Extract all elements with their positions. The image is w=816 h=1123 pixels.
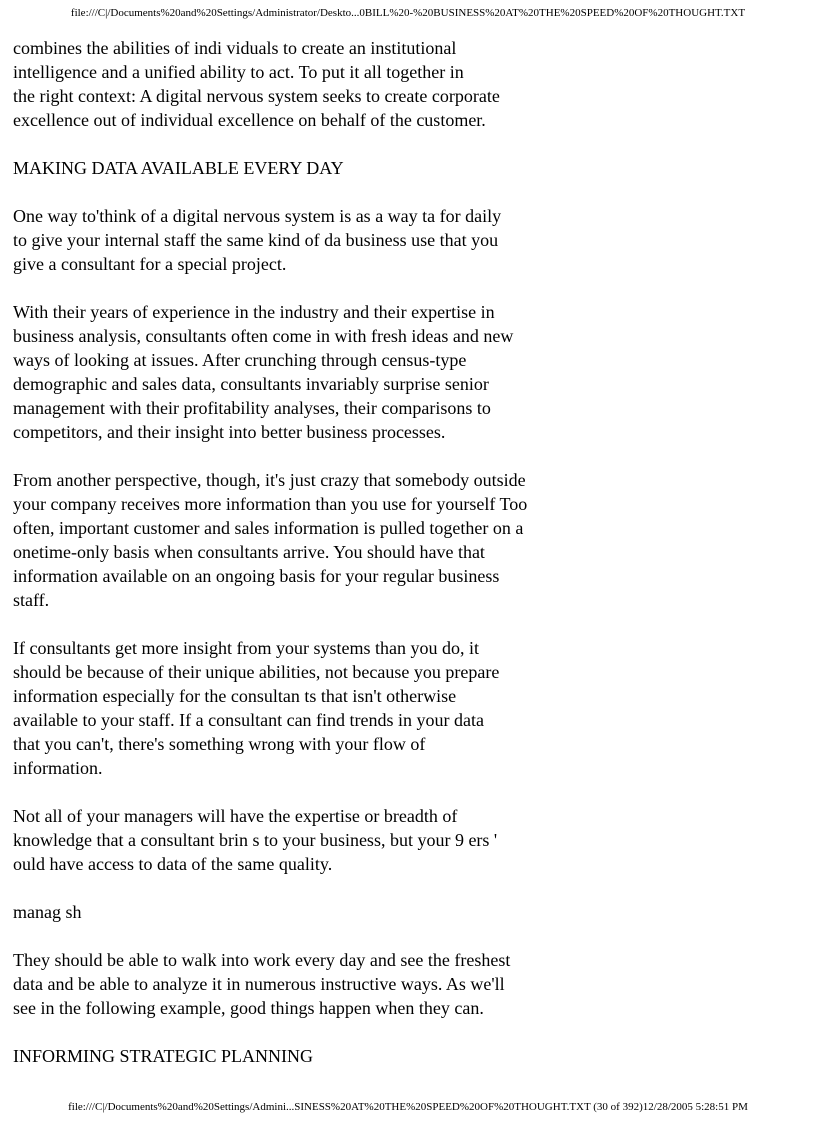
text-line: ways of looking at issues. After crunching through census-type xyxy=(13,350,467,370)
document-body xyxy=(13,36,573,1092)
text-line: staff. xyxy=(13,590,50,610)
text-line: information. xyxy=(13,758,103,778)
text-line: available to your staff. If a consultant can find trends in your data xyxy=(13,710,485,730)
text-line: onetime-only basis when consultants arrive. You should have that xyxy=(13,542,485,562)
paragraph xyxy=(13,36,573,132)
paragraph xyxy=(13,948,573,1020)
text-line: competitors, and their insight into better business processes. xyxy=(13,422,446,442)
page-header-path: file:///C|/Documents%20and%20Settings/Administrator/Deskto...0BILL%20-%20BUSINESS%20AT%20THE%20SPEED%20OF%20THOUGHT.TXT xyxy=(70,7,746,19)
text-line: Not all of your managers will have the expertise or breadth of xyxy=(13,806,458,826)
text-line: to give your internal staff the same kind of da business use that you xyxy=(13,230,499,250)
section-heading xyxy=(13,1044,573,1068)
paragraph xyxy=(13,636,573,780)
text-line: see in the following example, good things happen when they can. xyxy=(13,998,484,1018)
text-line: combines the abilities of indi viduals to create an institutional xyxy=(13,38,457,58)
text-line: excellence out of individual excellence on behalf of the customer. xyxy=(13,110,486,130)
paragraph xyxy=(13,900,573,924)
text-line: One way to'think of a digital nervous system is as a way ta for daily xyxy=(13,206,502,226)
paragraph xyxy=(13,468,573,612)
heading-text: MAKING DATA AVAILABLE EVERY DAY xyxy=(13,158,344,178)
text-line: manag sh xyxy=(13,902,82,922)
text-line: should be because of their unique abilities, not because you prepare xyxy=(13,662,500,682)
paragraph xyxy=(13,204,573,276)
text-line: give a consultant for a special project. xyxy=(13,254,287,274)
text-line: management with their profitability analyses, their comparisons to xyxy=(13,398,491,418)
text-line: demographic and sales data, consultants invariably surprise senior xyxy=(13,374,489,394)
text-line: From another perspective, though, it's just crazy that somebody outside xyxy=(13,470,526,490)
text-line: intelligence and a unified ability to act. To put it all together in xyxy=(13,62,464,82)
heading-text: INFORMING STRATEGIC PLANNING xyxy=(13,1046,314,1066)
text-line: They should be able to walk into work every day and see the freshest xyxy=(13,950,511,970)
text-line: With their years of experience in the industry and their expertise in xyxy=(13,302,495,322)
text-line: information especially for the consultan ts that isn't otherwise xyxy=(13,686,457,706)
text-line: your company receives more information than you use for yourself Too xyxy=(13,494,528,514)
text-line: knowledge that a consultant brin s to your business, but your 9 ers ' xyxy=(13,830,498,850)
text-line: that you can't, there's something wrong with your flow of xyxy=(13,734,426,754)
text-line: If consultants get more insight from your systems than you do, it xyxy=(13,638,479,658)
page-footer-path: file:///C|/Documents%20and%20Settings/Admini...SINESS%20AT%20THE%20SPEED%20OF%20THOUGHT.TXT (30 of 392)12/28/2005 5:28:51 PM xyxy=(68,1101,748,1113)
paragraph xyxy=(13,300,573,444)
text-line: often, important customer and sales information is pulled together on a xyxy=(13,518,524,538)
text-line: ould have access to data of the same quality. xyxy=(13,854,333,874)
section-heading xyxy=(13,156,573,180)
text-line: the right context: A digital nervous system seeks to create corporate xyxy=(13,86,500,106)
text-line: business analysis, consultants often come in with fresh ideas and new xyxy=(13,326,514,346)
text-line: information available on an ongoing basis for your regular business xyxy=(13,566,500,586)
text-line: data and be able to analyze it in numerous instructive ways. As we'll xyxy=(13,974,505,994)
paragraph xyxy=(13,804,573,876)
